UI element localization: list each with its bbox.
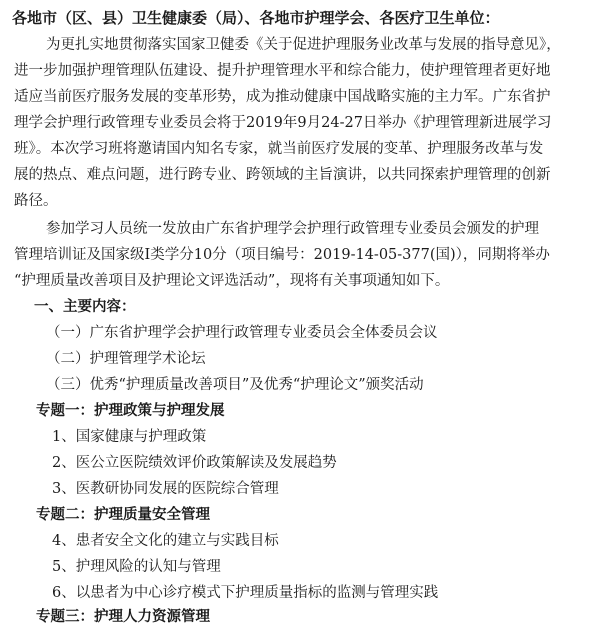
- intro-line: 展的热点、难点问题，进行跨专业、跨领域的主旨演讲，以共同探索护理管理的创新: [14, 167, 551, 183]
- topic-item: 3、医教研协同发展的医院综合管理: [52, 481, 279, 497]
- topic-heading-1: 专题一：护理政策与护理发展: [36, 402, 225, 419]
- intro-line: 理学会护理行政管理专业委员会将于2019年9月24-27日举办《护理管理新进展学习: [14, 115, 552, 131]
- topic-item: 5、护理风险的认知与管理: [52, 559, 221, 575]
- intro-line: 班》。本次学习班将邀请国内知名专家，就当前医疗发展的变革、护理服务改革与发: [14, 141, 544, 157]
- main-content-item: （二）护理管理学术论坛: [46, 351, 206, 367]
- participation-line: “护理质量改善项目及护理论文评选活动”，现将有关事项通知如下。: [14, 273, 450, 289]
- topic-item: 4、患者安全文化的建立与实践目标: [52, 533, 279, 549]
- participation-line: 管理培训证及国家级Ⅰ类学分10分（项目编号：2019-14-05-377(国)），同期将举办: [14, 247, 550, 263]
- topic-item: 6、以患者为中心诊疗模式下护理质量指标的监测与管理实践: [52, 585, 439, 601]
- intro-line: 为更扎实地贯彻落实国家卫健委《关于促进护理服务业改革与发展的指导意见》，: [46, 37, 561, 53]
- topic-heading-3: 专题三：护理人力资源管理: [36, 608, 210, 625]
- main-content-item: （三）优秀“护理质量改善项目”及优秀“护理论文”颁奖活动: [46, 377, 424, 393]
- intro-line: 路径。: [14, 193, 58, 209]
- salutation: 各地市（区、县）卫生健康委（局）、各地市护理学会、各医疗卫生单位：: [12, 9, 500, 27]
- topic-item: 1、国家健康与护理政策: [52, 429, 207, 445]
- participation-line: 参加学习人员统一发放由广东省护理学会护理行政管理专业委员会颁发的护理: [46, 221, 539, 237]
- main-content-item: （一）广东省护理学会护理行政管理专业委员会全体委员会议: [46, 325, 438, 341]
- intro-line: 适应当前医疗服务发展的变革形势，成为推动健康中国战略实施的主力军。广东省护: [14, 89, 551, 105]
- topic-item: 2、医公立医院绩效评价政策解读及发展趋势: [52, 455, 337, 471]
- intro-line: 进一步加强护理管理队伍建设、提升护理管理水平和综合能力，使护理管理者更好地: [14, 63, 551, 79]
- section-heading-main-content: 一、主要内容：: [34, 298, 136, 315]
- topic-heading-2: 专题二：护理质量安全管理: [36, 506, 210, 523]
